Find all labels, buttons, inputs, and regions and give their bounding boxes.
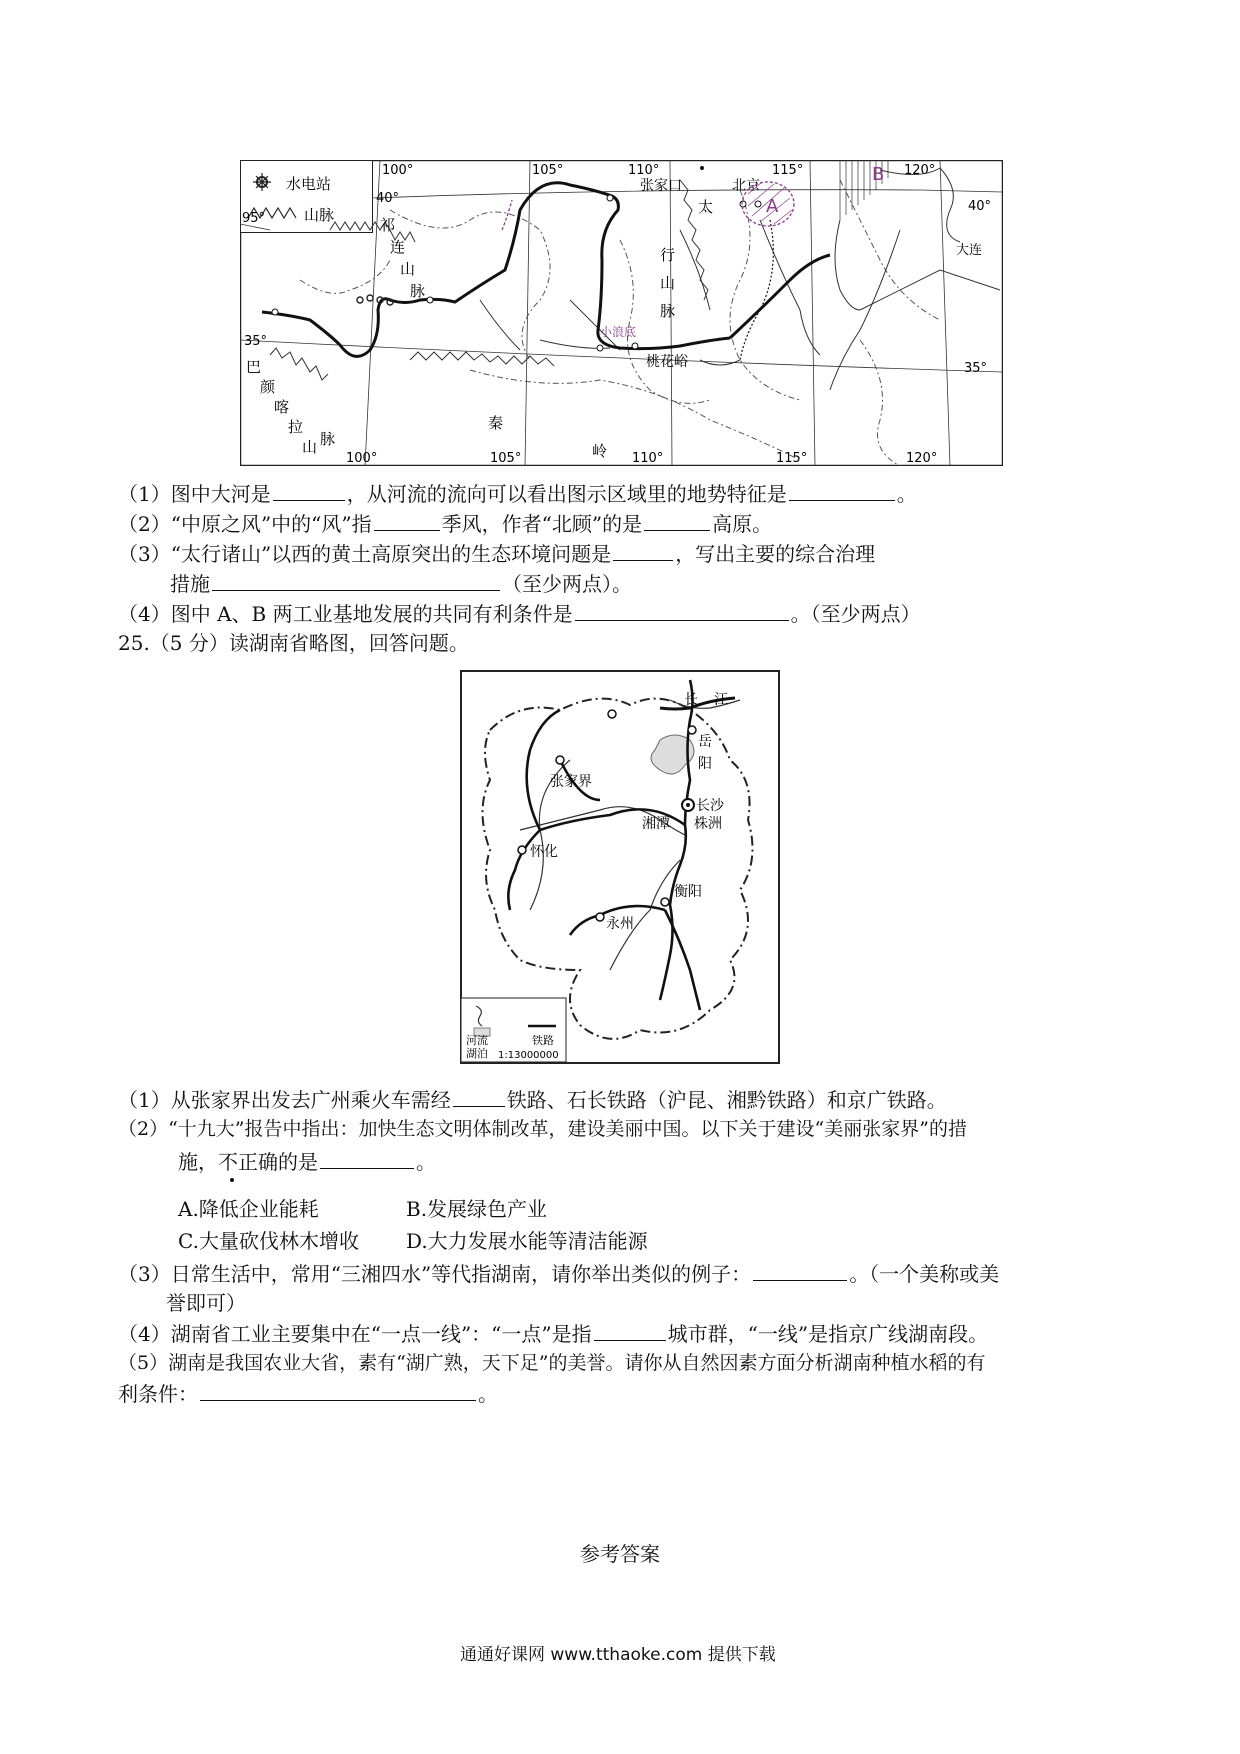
bayan-label: 喀	[274, 398, 290, 416]
emphasis-dot	[230, 1178, 234, 1182]
lon-bottom-105: 105°	[490, 451, 522, 466]
junction-marker	[608, 710, 616, 718]
hengyang-label: 衡阳	[674, 884, 702, 900]
qilian-label: 山	[400, 260, 416, 278]
lon-top-105: 105°	[532, 163, 564, 178]
taihang-label: 太	[698, 198, 714, 216]
taihang-label: 脉	[660, 302, 676, 320]
q25-item-3-cont: 誉即可）	[166, 1291, 246, 1315]
beijing-marker	[740, 201, 746, 207]
lon-top-120: 120°	[904, 163, 936, 178]
lon-top-115: 115°	[772, 163, 804, 178]
option-d: D.大力发展水能等清洁能源	[406, 1229, 648, 1253]
lat-right-40: 40°	[968, 199, 992, 214]
lon-bottom-100: 100°	[346, 451, 378, 466]
answer-heading: 参考答案	[580, 1542, 660, 1566]
label-b: B	[872, 164, 885, 185]
zhuzhou-label: 株洲	[694, 816, 722, 832]
beijing-label: 北京	[732, 178, 760, 194]
yellow-river-map	[240, 160, 1003, 466]
lat-left-40: 40°	[376, 191, 400, 206]
taohuayu-label: 桃花峪	[646, 354, 688, 370]
zhangjiakou-dot	[700, 166, 704, 170]
bayan-label: 脉	[320, 430, 336, 448]
bayan-label: 巴	[246, 358, 262, 376]
lon-top-110: 110°	[628, 163, 660, 178]
answer-blank[interactable]	[320, 1148, 414, 1169]
city-marker	[427, 297, 433, 303]
bayan-label: 山	[302, 438, 318, 456]
option-a: A.降低企业能耗	[178, 1197, 319, 1221]
changsha-label: 长沙	[696, 798, 724, 814]
option-c: C.大量砍伐林木增收	[178, 1229, 359, 1253]
changjiang-label: 江	[714, 692, 728, 708]
qinling-label: 岭	[592, 442, 608, 460]
zhangjiajie-label: 张家界	[550, 774, 592, 790]
q25-item-2-cont: 施，不正确的是 。	[178, 1150, 436, 1174]
legend-lake-label: 湖泊	[466, 1047, 488, 1060]
q24-item-2: （2）“中原之风”中的“风”指 季风，作者“北顾”的是 高原。	[118, 512, 773, 536]
xiaolangdi-label: 小浪底	[600, 325, 637, 339]
city-marker	[632, 343, 638, 349]
yueyang-label: 阳	[698, 756, 712, 772]
taihang-label: 行	[660, 246, 676, 264]
scale-label: 1:13000000	[498, 1050, 559, 1061]
legend-river-label: 河流	[466, 1034, 488, 1047]
yueyang-marker	[688, 726, 696, 734]
q25-item-5-cont: 利条件： 。	[118, 1382, 498, 1406]
footer-text: 通通好课网 www.tthaoke.com 提供下载	[460, 1645, 776, 1665]
q25-item-3: （3）日常生活中，常用“三湘四水”等代指湖南，请你举出类似的例子： 。（一个美称或美	[118, 1262, 1000, 1286]
qilian-label: 连	[390, 238, 406, 256]
huaihua-label: 怀化	[530, 844, 558, 860]
lon-bottom-110: 110°	[632, 451, 664, 466]
huaihua-marker	[518, 846, 526, 854]
answer-blank[interactable]	[594, 1320, 666, 1341]
changsha-marker-dot	[686, 803, 690, 807]
city-marker	[597, 345, 603, 351]
bayan-label: 颜	[260, 378, 276, 396]
dalian-label: 大连	[956, 243, 983, 258]
yueyang-label: 岳	[698, 734, 712, 750]
yongzhou-label: 永州	[606, 916, 634, 932]
emphasis-not: 不	[218, 1150, 238, 1174]
answer-blank[interactable]	[273, 480, 345, 501]
answer-blank[interactable]	[789, 480, 895, 501]
legend-mountain-label: 山脉	[304, 206, 335, 224]
yongzhou-marker	[596, 913, 604, 921]
lon-top-100: 100°	[382, 163, 414, 178]
q24-item-4: （4）图中 A、B 两工业基地发展的共同有利条件是 。（至少两点）	[118, 602, 921, 626]
answer-blank[interactable]	[753, 1260, 847, 1281]
qilian-label: 祁	[380, 216, 396, 234]
lat-left-35: 35°	[244, 334, 268, 349]
q25-title: 25.（5 分）读湖南省略图，回答问题。	[118, 631, 469, 655]
option-b: B.发展绿色产业	[406, 1197, 548, 1221]
lat-right-35: 35°	[964, 361, 988, 376]
city-marker	[272, 309, 278, 315]
taihang-label: 山	[660, 274, 676, 292]
hengyang-marker	[661, 898, 669, 906]
legend-hydro-label: 水电站	[286, 175, 332, 193]
zhangjiajie-marker	[556, 756, 564, 764]
answer-blank[interactable]	[575, 600, 789, 621]
city-marker	[607, 195, 613, 201]
answer-blank[interactable]	[374, 510, 440, 531]
bayan-label: 拉	[288, 418, 304, 436]
changjiang-label: 长	[684, 692, 698, 708]
q25-item-5: （5）湖南是我国农业大省，素有“湖广熟，天下足”的美誉。请你从自然因素方面分析湖南种植水稻的有	[118, 1352, 986, 1374]
answer-blank[interactable]	[200, 1380, 476, 1401]
xiangtan-label: 湘潭	[642, 816, 670, 832]
q24-item-3: （3）“太行诸山”以西的黄土高原突出的生态环境问题是 ，写出主要的综合治理	[118, 542, 876, 566]
q25-item-2: （2）“十九大”报告中指出：加快生态文明体制改革，建设美丽中国。以下关于建设“美丽张家界”的措	[118, 1118, 967, 1140]
label-a: A	[766, 196, 779, 217]
answer-blank[interactable]	[644, 510, 710, 531]
answer-blank[interactable]	[212, 570, 500, 591]
lon-bottom-115: 115°	[776, 451, 808, 466]
q25-item-4: （4）湖南省工业主要集中在“一点一线”：“一点”是指 城市群，“一线”是指京广线湖南段。	[118, 1322, 989, 1346]
q24-item-3-cont: 措施 （至少两点）。	[170, 572, 632, 596]
answer-blank[interactable]	[453, 1086, 505, 1107]
q24-item-1: （1）图中大河是 ，从河流的流向可以看出图示区域里的地势特征是 。	[118, 482, 917, 506]
legend-rail-label: 铁路	[532, 1034, 554, 1047]
hunan-map	[460, 670, 780, 1064]
qilian-label: 脉	[410, 282, 426, 300]
lon-bottom-120: 120°	[906, 451, 938, 466]
q25-item-1: （1）从张家界出发去广州乘火车需经 铁路、石长铁路（沪昆、湘黔铁路）和京广铁路。	[118, 1088, 947, 1112]
lat-left-95: 95°	[242, 211, 266, 226]
zhangjiakou-label: 张家口	[640, 178, 682, 194]
city-marker	[755, 201, 761, 207]
answer-blank[interactable]	[613, 540, 673, 561]
qinling-label: 秦	[488, 414, 504, 432]
